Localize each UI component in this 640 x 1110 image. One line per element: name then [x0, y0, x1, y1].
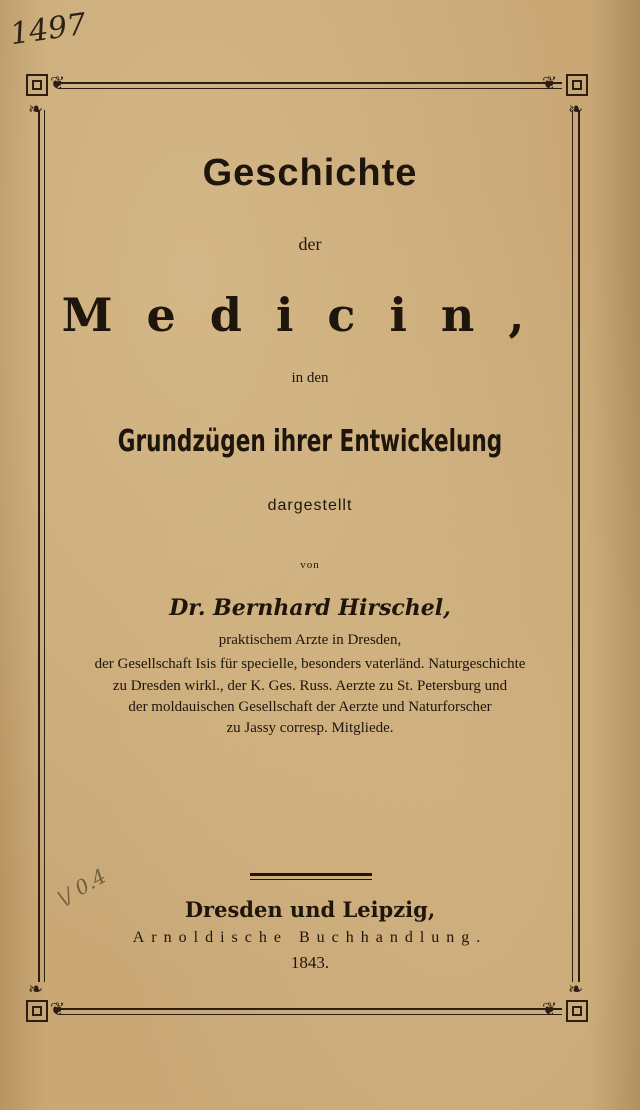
- corner-ornament-bottom-right: [566, 1000, 588, 1022]
- publication-year: 1843.: [290, 953, 330, 972]
- author-affiliation-line: zu Jassy corresp. Mitgliede.: [226, 720, 394, 736]
- dargestellt-label: dargestellt: [267, 497, 353, 514]
- flourish-ornament-icon: ❧: [568, 99, 584, 119]
- von-label: von: [300, 559, 320, 571]
- imprint-rule-thin: [250, 879, 372, 880]
- corner-ornament-top-right: [566, 74, 588, 96]
- border-top-line-inner: [58, 88, 562, 89]
- corner-ornament-bottom-left: [26, 1000, 48, 1022]
- book-title-main: Medicin,: [61, 288, 559, 342]
- publication-place: Dresden und Leipzig,: [184, 897, 436, 922]
- author-affiliation-line: der Gesellschaft Isis für specielle, besonders vaterländ. Naturgeschichte: [94, 656, 526, 672]
- author-affiliation-line: praktischem Arzte in Dresden,: [218, 632, 402, 648]
- border-bottom-line: [58, 1008, 562, 1010]
- corner-ornament-top-left: [26, 74, 48, 96]
- flourish-ornament-icon: ❧: [28, 979, 44, 999]
- flourish-ornament-icon: ❦: [50, 73, 66, 93]
- border-top-line: [58, 82, 562, 84]
- flourish-ornament-icon: ❦: [542, 73, 558, 93]
- book-subtitle: Grundzügen ihrer Entwickelung: [117, 424, 503, 459]
- flourish-ornament-icon: ❧: [28, 99, 44, 119]
- border-bottom-line-inner: [58, 1014, 562, 1015]
- handwritten-shelf-mark: 1497: [7, 6, 89, 53]
- faded-stamp: \/ 0.4: [53, 863, 111, 911]
- flourish-ornament-icon: ❧: [568, 979, 584, 999]
- publisher-name: Arnoldische Buchhandlung.: [132, 929, 488, 946]
- article-der: der: [298, 234, 322, 254]
- author-affiliation-line: der moldauischen Gesellschaft der Aerzte und Naturforscher: [128, 699, 492, 715]
- flourish-ornament-icon: ❦: [50, 999, 66, 1019]
- author-name: Dr. Bernhard Hirschel,: [169, 595, 451, 621]
- imprint-rule-thick: [250, 873, 372, 876]
- connector-in-den: in den: [291, 370, 329, 386]
- book-title: Geschichte: [202, 152, 418, 194]
- flourish-ornament-icon: ❦: [542, 999, 558, 1019]
- author-affiliation-line: zu Dresden wirkl., der K. Ges. Russ. Aerzte zu St. Petersburg und: [112, 678, 508, 694]
